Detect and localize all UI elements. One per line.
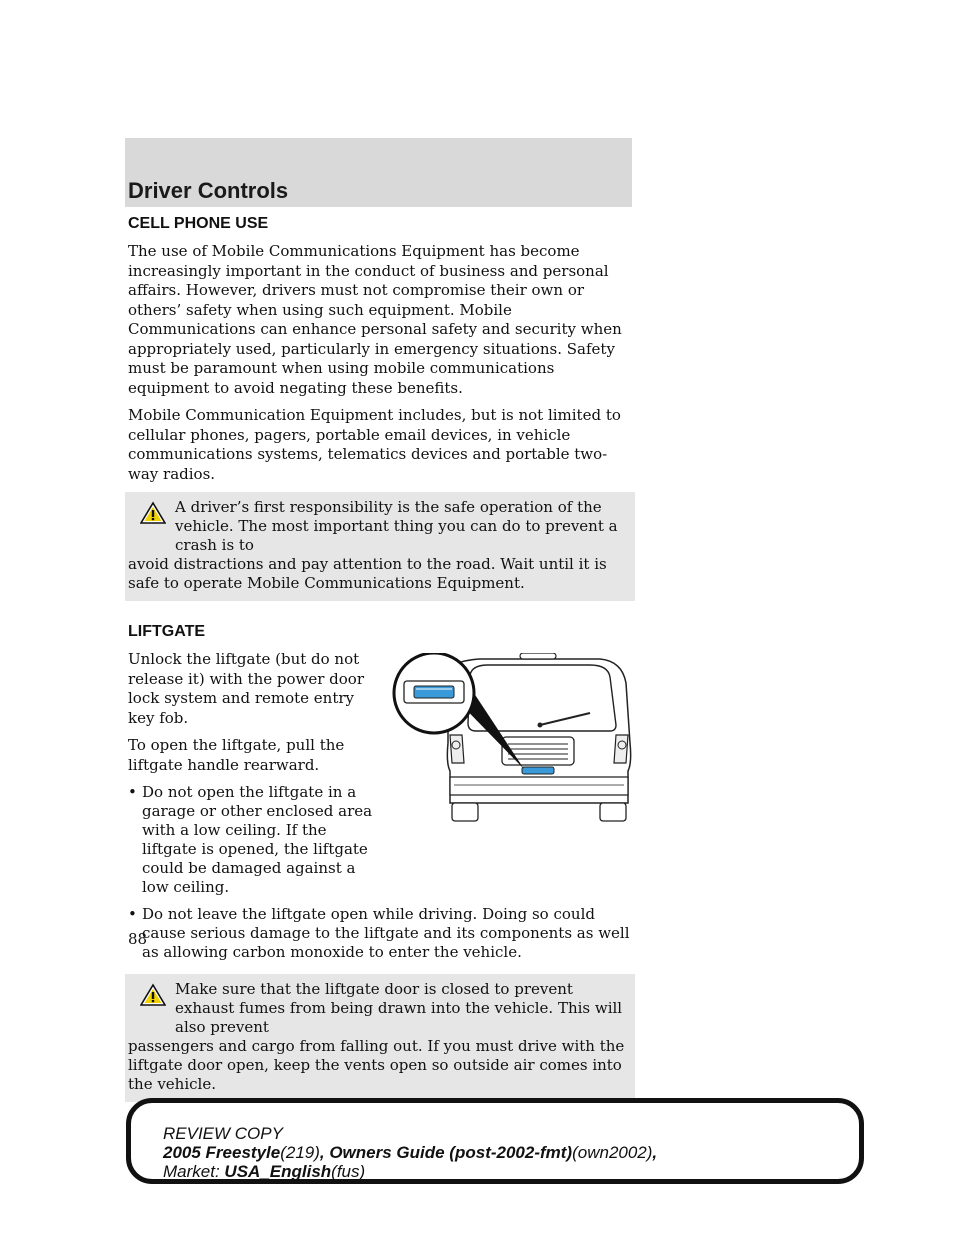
review-copy-line-2 (163, 1143, 657, 1162)
liftgate-heading: LIFTGATE (128, 623, 206, 640)
liftgate-bullet-1 (128, 783, 380, 897)
bullet-text: Do not open the liftgate in a garage or other enclosed area with a low ceiling. If the liftgate is opened, the liftgate could be damaged against a low ceiling. (142, 783, 373, 896)
warning-triangle-icon (140, 983, 166, 1007)
liftgate-paragraph-1: Unlock the liftgate (but do not release it) with the power door lock system and remote entry key fob. (128, 650, 365, 727)
warning-text-rest: avoid distractions and pay attention to the road. Wait until it is safe to operate Mobile Communications Equipment. (128, 555, 607, 592)
guide-name: , Owners Guide (post-2002-fmt) (319, 1143, 573, 1162)
bullet-dot: • (128, 905, 137, 923)
cell-phone-paragraph-1: The use of Mobile Communications Equipment has become increasingly important in the conduct of business and personal affairs. However, drivers must not compromise their own or others’ safety when using such equipment. Mobile Communications can enhance personal safety and security when appropriately used, particularly in emergency situations. Safety must be paramount when using mobile communications equipment to avoid negating these benefits. (128, 242, 622, 397)
liftgate-left-column (128, 650, 380, 897)
review-copy-line-3 (163, 1162, 657, 1181)
page-number: 88 (128, 930, 148, 948)
warning-text-rest: passengers and cargo from falling out. If you must drive with the liftgate door open, keep the vents open so outside air comes into the vehicle. (128, 1037, 625, 1093)
market-code: (fus) (331, 1162, 366, 1181)
bullet-dot: • (128, 783, 137, 801)
cell-phone-heading: CELL PHONE USE (128, 215, 269, 232)
section-title: Driver Controls (128, 178, 289, 203)
liftgate-bullet-2 (128, 905, 632, 962)
bullet-text: Do not leave the liftgate open while driving. Doing so could cause serious damage to the liftgate and its components as well as allowing carbon monoxide to enter the vehicle. (142, 905, 630, 961)
warning-triangle-icon (140, 501, 166, 525)
model-code: (219) (280, 1143, 320, 1162)
liftgate-paragraph-2: To open the liftgate, pull the liftgate handle rearward. (128, 736, 345, 774)
warning-text-line-1: Make sure that the liftgate door is closed to prevent exhaust fumes from being drawn into the vehicle. This will also prevent (175, 980, 623, 1036)
cell-phone-warning (125, 492, 635, 601)
review-copy-line-1: REVIEW COPY (163, 1124, 283, 1143)
review-copy-text (163, 1124, 657, 1181)
liftgate-handle-illustration (390, 653, 634, 825)
liftgate-section (128, 623, 632, 1102)
market-name: USA_English (224, 1162, 332, 1181)
cell-phone-paragraph-2: Mobile Communication Equipment includes, but is not limited to cellular phones, pagers, portable email devices, in vehicle communications systems, telematics devices and portable two-way radios. (128, 406, 621, 483)
model-name: 2005 Freestyle (163, 1143, 281, 1162)
guide-code: (own2002) (572, 1143, 653, 1162)
warning-text-line-1: A driver’s first responsibility is the safe operation of the vehicle. The most important thing you can do to prevent a crash is to (175, 498, 618, 554)
line-end-comma: , (652, 1143, 658, 1162)
market-label: Market: (163, 1162, 220, 1181)
liftgate-warning (125, 974, 635, 1102)
page-content (128, 215, 632, 1112)
